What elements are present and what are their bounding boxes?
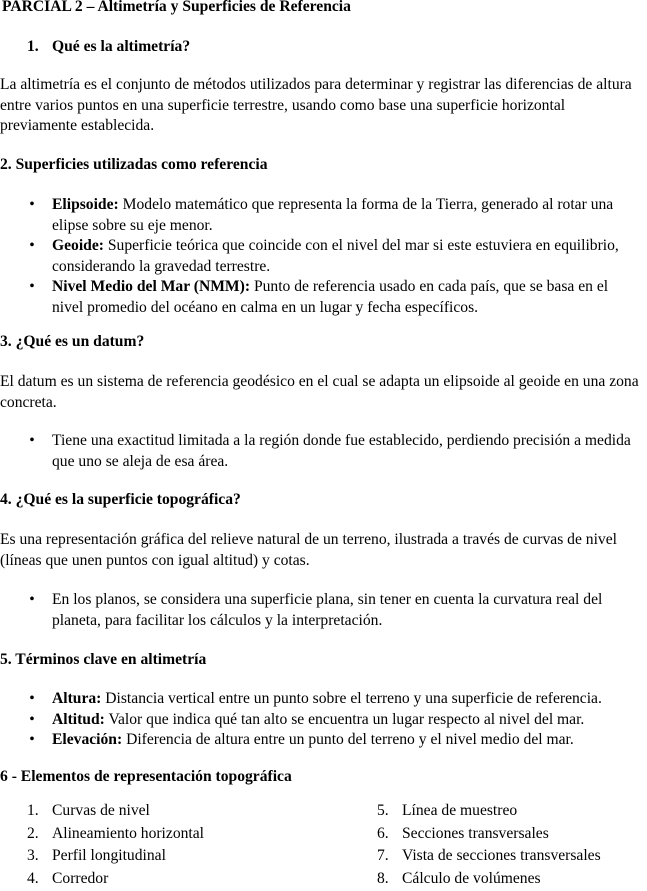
list-item [0,277,645,318]
list-item-term: Elevación: [52,731,122,748]
bullet-icon: • [27,689,37,710]
bullet-icon: • [27,277,37,298]
list-item-number: 1. [27,801,52,822]
section-4-heading: 4. ¿Qué es la superficie topográfica? [0,490,645,511]
list-item-number: 3. [27,846,52,867]
topographic-elements-list [0,801,647,885]
list-item-text: Corredor [52,870,108,887]
topographic-surface-notes-list [0,590,645,631]
bullet-icon: • [27,590,37,611]
list-item-term: Nivel Medio del Mar (NMM): [52,278,250,295]
list-item-text: Tiene una exactitud limitada a la región donde fue establecido, perdiendo precisión a medida que uno se aleja de esa área. [52,432,631,470]
list-item-number: 6. [377,824,402,845]
list-item-text: Modelo matemático que representa la forma de la Tierra, generado al rotar una elipse sobre su eje menor. [52,196,613,234]
datum-definition-paragraph: El datum es un sistema de referencia geodésico en el cual se adapta un elipsoide al geoide en una zona concreta. [0,372,645,413]
topographic-elements-left-column [27,801,204,891]
list-item-term: Altitud: [52,711,105,728]
section-3-heading: 3. ¿Qué es un datum? [0,332,645,353]
datum-notes-list [0,431,645,472]
list-item-text: Alineamiento horizontal [52,825,204,842]
list-item-text: Superficie teórica que coincide con el nivel del mar si este estuviera en equilibrio, considerando la gravedad terrestre. [52,237,619,275]
list-item [27,801,204,824]
list-item-text: Línea de muestreo [402,802,517,819]
section-6-heading: 6 - Elementos de representación topográfica [0,767,645,788]
list-item-text: Secciones transversales [402,825,549,842]
list-item [27,846,204,869]
altimetria-definition-paragraph: La altimetría es el conjunto de métodos utilizados para determinar y registrar las diferencias de altura entre varios puntos en una superficie terrestre, usando como base una superficie horizontal previamente establecida. [0,75,645,137]
topographic-surface-paragraph: Es una representación gráfica del relieve natural de un terreno, ilustrada a través de curvas de nivel (líneas que unen puntos con igual altitud) y cotas. [0,530,645,571]
list-item-term: Elipsoide: [52,196,119,213]
list-item-text: Perfil longitudinal [52,847,166,864]
list-item-text: Curvas de nivel [52,802,150,819]
topographic-elements-right-column [377,801,601,891]
list-item [0,710,645,731]
list-item-text: Diferencia de altura entre un punto del terreno y el nivel medio del mar. [122,731,574,748]
list-item-term: Altura: [52,690,101,707]
question-1-text: Qué es la altimetría? [52,38,190,55]
list-item-number: 2. [27,824,52,845]
list-item [0,195,645,236]
list-item [0,590,645,631]
bullet-icon: • [27,236,37,257]
list-item-text: Valor que indica qué tan alto se encuentra un lugar respecto al nivel del mar. [105,711,584,728]
list-item [377,846,601,869]
list-item-text: Vista de secciones transversales [402,847,601,864]
question-1-number: 1. [27,37,52,58]
list-item [0,431,645,472]
list-item-term: Geoide: [52,237,104,254]
list-item [0,236,645,277]
bullet-icon: • [27,710,37,731]
list-item-text: Punto de referencia usado en cada país, que se basa en el nivel promedio del océano en calma en un lugar y fecha específicos. [52,278,608,316]
bullet-icon: • [27,431,37,452]
list-item [377,801,601,824]
bullet-icon: • [27,730,37,751]
list-item-text: En los planos, se considera una superficie plana, sin tener en cuenta la curvatura real del planeta, para facilitar los cálculos y la interpretación. [52,591,602,629]
section-2-heading: 2. Superficies utilizadas como referencia [0,155,645,176]
question-1-heading [27,37,647,58]
key-terms-list [0,689,645,751]
list-item-number: 7. [377,846,402,867]
list-item-text: Distancia vertical entre un punto sobre el terreno y una superficie de referencia. [101,690,602,707]
list-item-text: Cálculo de volúmenes [402,870,541,887]
list-item [0,730,645,751]
list-item-number: 8. [377,869,402,890]
list-item [0,689,645,710]
bullet-icon: • [27,195,37,216]
document-title: PARCIAL 2 – Altimetría y Superficies de Referencia [2,0,647,18]
list-item [27,869,204,891]
list-item [377,824,601,847]
section-5-heading: 5. Términos clave en altimetría [0,650,645,671]
reference-surfaces-list [0,195,645,318]
list-item [27,824,204,847]
list-item-number: 5. [377,801,402,822]
list-item [377,869,601,891]
list-item-number: 4. [27,869,52,890]
